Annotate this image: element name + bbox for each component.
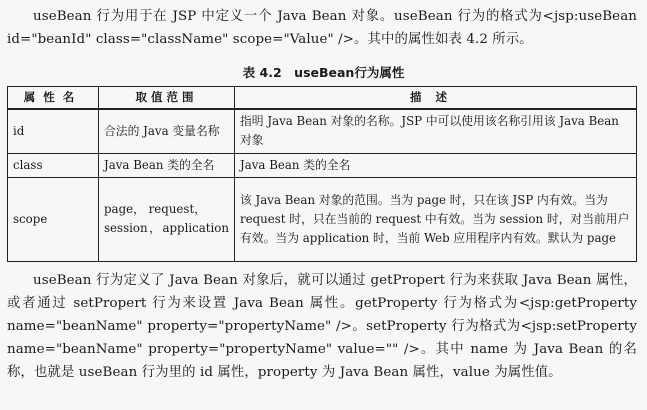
- table-row: [8, 109, 637, 153]
- row-scope-range: page， request， session，application: [99, 177, 235, 261]
- table-header-row: [8, 87, 637, 110]
- table-caption: 表 4.2 useBean行为属性: [242, 65, 405, 80]
- table-row: [8, 153, 637, 177]
- body-paragraph: useBean 行为定义了 Java Bean 对象后，就可以通过 getPropert 行为来获取 Java Bean 属性，或者通过 setPropert 行为来设置 Java Bean 属性。getProperty 行为格式为<jsp:getProperty name="beanName" property="propertyName" />。setProperty 行为格式为<jsp:setProperty name="beanName" property="propertyName" value="" />。其中 name 为 Java Bean 的名称，也就是 useBean 行为里的 id 属性，property 为 Java Bean 属性，value 为属性值。: [7, 273, 637, 380]
- intro-paragraph: useBean 行为用于在 JSP 中定义一个 Java Bean 对象。useBean 行为的格式为<jsp:useBean id="beanId" class="className" scope="Value" />。其中的属性如表 4.2 所示。: [7, 9, 637, 47]
- row-class-range: Java Bean 类的全名: [99, 153, 235, 177]
- row-class-name: class: [8, 153, 99, 177]
- table-row: [8, 177, 637, 261]
- usebean-attribute-table: [7, 86, 637, 262]
- row-scope-description: 该 Java Bean 对象的范围。当为 page 时，只在该 JSP 内有效。当为 request 时，只在当前的 request 中有效。当为 session 时，对当前用户有效。当为 application 时，当前 Web 应用程序内有效。默认为 page: [235, 177, 637, 261]
- row-id-name: id: [8, 109, 99, 153]
- row-id-description: 指明 Java Bean 对象的名称。JSP 中可以使用该名称引用该 Java Bean 对象: [235, 109, 637, 153]
- header-attribute-name: 属性名: [8, 87, 99, 110]
- row-class-description: Java Bean 类的全名: [235, 153, 637, 177]
- header-description: 描述: [235, 87, 637, 110]
- row-id-range: 合法的 Java 变量名称: [99, 109, 235, 153]
- row-scope-name: scope: [8, 177, 99, 261]
- header-value-range: 取值范围: [99, 87, 235, 110]
